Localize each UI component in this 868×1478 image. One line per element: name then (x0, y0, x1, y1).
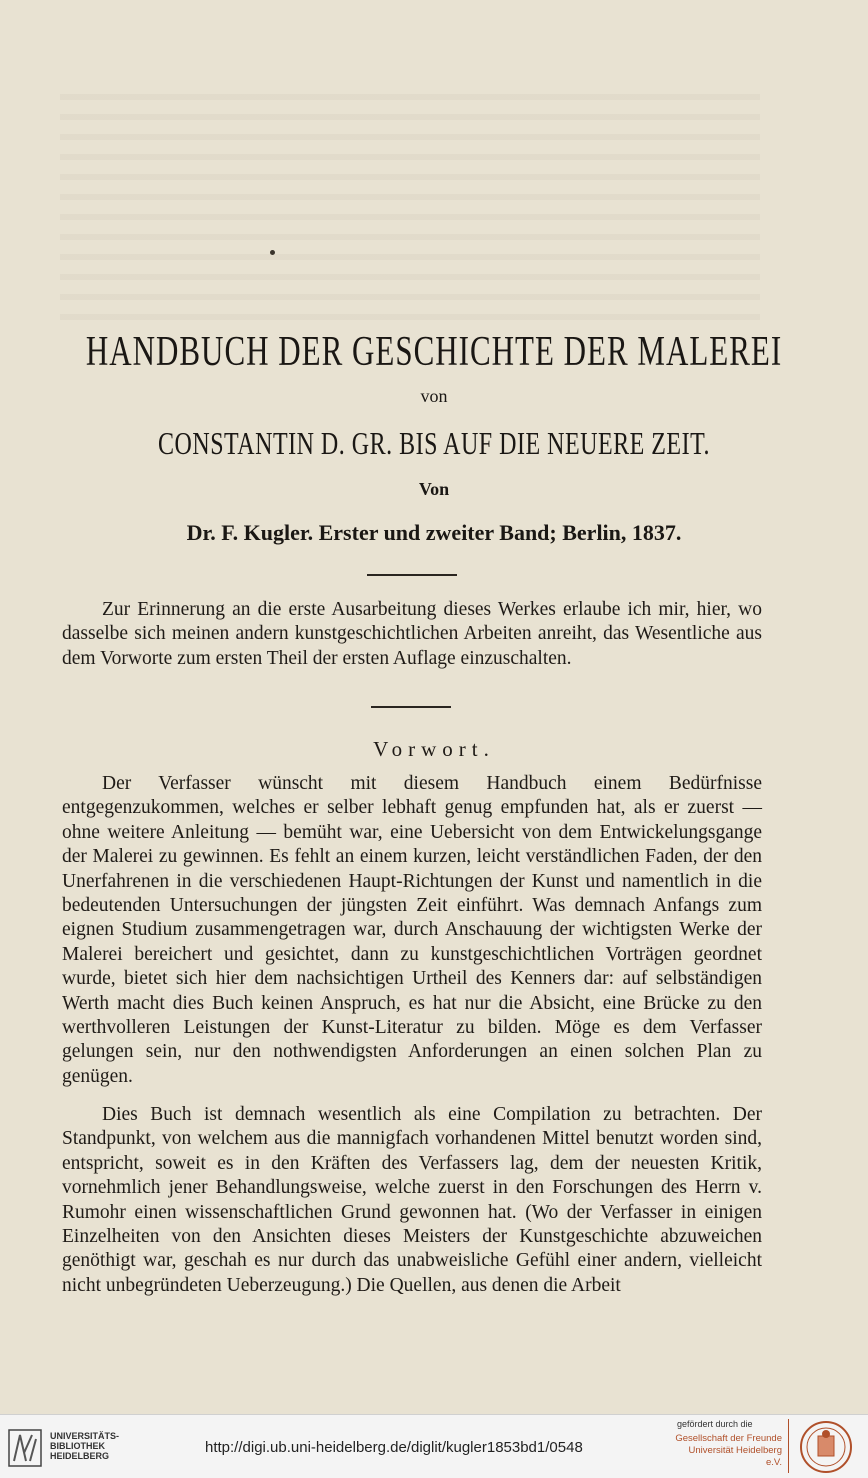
body-paragraph: Der Verfasser wünscht mit diesem Handbuch einem Bedürfnisse entgegenzukommen, welches er selber lebhaft genug empfunden hat, als er zuerst — ohne weitere Anleitung — bemüht war, eine Uebersicht von dem Entwickelungsgange der Malerei zu gewinnen. Es fehlt an einem kurzen, leicht verständlichen Faden, der den Unerfahrenen in die verschiedenen Haupt-Richtungen der Kunst und namentlich in die bedeutenden Untersuchungen der jüngsten Zeit einführt. Was demnach Anfangs zum eignen Studium zusammengetragen war, durch Anschauung der wichtigsten Werke der Malerei bereichert und gesichtet, dann zu kunstgeschichtlichen Vorträgen geordnet wurde, bietet sich hier dem nachsichtigen Urtheil des Kenners dar: auf selbständigen Werth macht dies Buch keinen Anspruch, es hat nur die Absicht, eine Brücke zu den werthvolleren Leistungen der Kunst-Literatur zu bilden. Möge es dem Verfasser gelungen sein, nur den nothwendigsten Anforderungen an einen solchen Plan zu genügen. (62, 773, 762, 1087)
author-line: Dr. F. Kugler. Erster und zweiter Band; Berlin, 1837. (186, 520, 682, 545)
body-paragraph: Dies Buch ist demnach wesentlich als eine Compilation zu betrachten. Der Standpunkt, von welchem aus die mannigfach vorhandenen Mittel benutzt worden sind, entspricht, soweit es in den Kräften des Verfassers lag, dem der neuesten Kritik, vornehmlich jener Behandlungsweise, welche zuerst in den Forschungen des Herrn v. Rumohr einen wissenschaftlichen Grund gewonnen hat. (Wo der Verfasser in einigen Einzelheiten von den Ansichten dieses Meisters der Kunstgeschichte abzuweichen genöthigt war, geschah es nur durch das unabweisliche Gefühl einer andern, vielleicht nicht unbegründeten Ueberzeugung.) Die Quellen, aus denen die Arbeit (62, 1104, 762, 1296)
sponsor-name: Gesellschaft der Freunde Universität Heidelberg e.V. (675, 1433, 782, 1468)
section-heading: Vorwort. (373, 737, 495, 761)
library-name: UNIVERSITÄTS- BIBLIOTHEK HEIDELBERG (50, 1431, 120, 1461)
title-von: von (420, 386, 448, 406)
divider (367, 574, 457, 576)
ink-spot (270, 250, 275, 255)
intro-paragraph: Zur Erinnerung an die erste Ausarbeitung dieses Werkes erlaube ich mir, hier, wo dasselbe sich meinen andern kunstgeschichtlichen Arbeiten anreiht, das Wesentliche aus dem Vorworte zum ersten Theil der ersten Auflage einzuschalten. (62, 599, 762, 669)
bleed-through-text (60, 80, 760, 320)
library-logo-icon (8, 1429, 42, 1467)
permalink-url[interactable]: http://digi.ub.uni-heidelberg.de/diglit/kugler1853bd1/0548 (205, 1439, 583, 1456)
book-subtitle: CONSTANTIN D. GR. BIS AUF DIE NEUERE ZEIT. (158, 428, 710, 462)
footer-bar (0, 1414, 868, 1478)
footer-separator (788, 1419, 789, 1473)
book-title: HANDBUCH DER GESCHICHTE DER MALEREI (85, 327, 783, 375)
funded-by-label: gefördert durch die (677, 1419, 753, 1429)
university-seal-icon (798, 1420, 854, 1474)
author-von: Von (418, 479, 450, 499)
divider (371, 706, 451, 708)
